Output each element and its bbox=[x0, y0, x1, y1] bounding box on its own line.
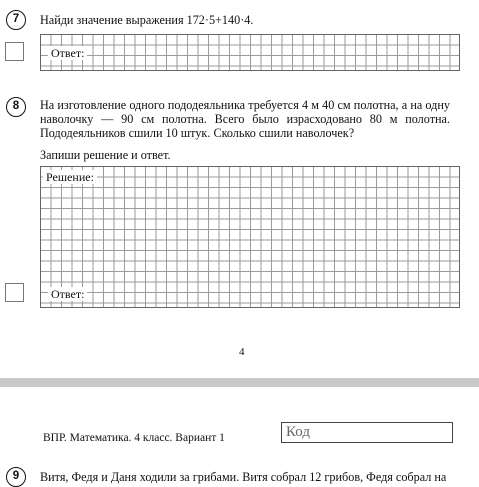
task-number: 7 bbox=[12, 13, 20, 25]
score-box bbox=[5, 42, 24, 61]
page-divider bbox=[0, 378, 479, 387]
task-prompt-cut: Витя, Федя и Даня ходили за грибами. Витя собрал 12 грибов, Федя собрал на bbox=[40, 470, 447, 484]
task-number-badge bbox=[6, 467, 26, 487]
task-instruction: Запиши решение и ответ. bbox=[40, 148, 171, 162]
code-label: Код bbox=[286, 424, 310, 440]
task-number: 9 bbox=[12, 470, 20, 482]
solution-label: Решение: bbox=[43, 170, 97, 184]
task-number-badge bbox=[6, 97, 26, 117]
answer-label: Ответ: bbox=[48, 287, 87, 301]
answer-label: Ответ: bbox=[48, 46, 87, 60]
task-number-badge bbox=[6, 10, 26, 30]
answer-grid[interactable] bbox=[40, 34, 460, 71]
task-prompt: Найди значение выражения 172·5+140·4. bbox=[40, 13, 254, 27]
task-prompt: На изготовление одного пододеяльника требуется 4 м 40 см полотна, а на одну наволочку — 90 см полотна. Всего было израсходовано 80 м полотна. Пододеяльников сшили 10 штук. Сколько сшили наволочек? bbox=[40, 98, 450, 141]
code-box bbox=[281, 422, 453, 443]
task-number: 8 bbox=[12, 100, 20, 112]
footer-title: ВПР. Математика. 4 класс. Вариант 1 bbox=[43, 432, 225, 444]
page-number: 4 bbox=[239, 346, 245, 358]
solution-grid[interactable] bbox=[40, 166, 460, 308]
score-box bbox=[5, 283, 24, 302]
